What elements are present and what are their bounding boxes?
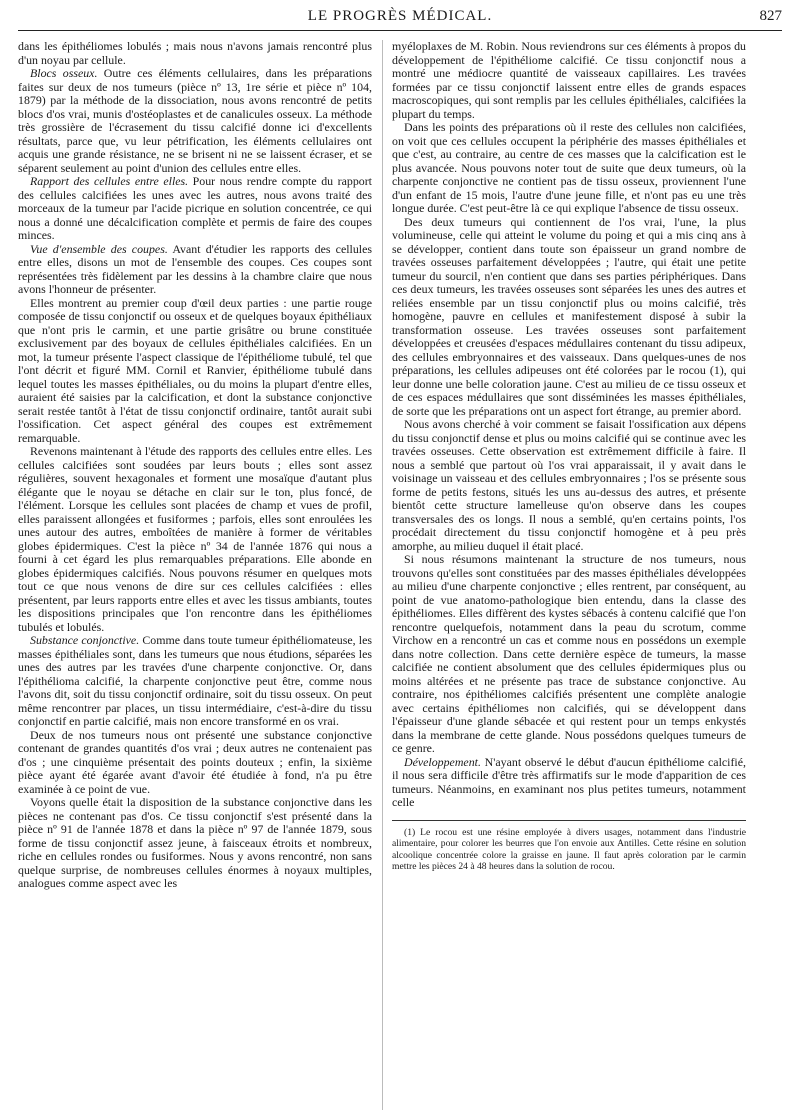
paragraph: Des deux tumeurs qui contiennent de l'os vrai, l'une, la plus volumineuse, celle qui atteint le volume du poing et qui a mis cinq ans à se développer, contient dans toute son épaisseur un grand nombre de travées osseuses parfaitement développées ; l'autre, qui était une petite tumeur du sourcil, n'en contient que dans ses parties périphériques. Dans ces deux tumeurs, les travées osseuses sont séparées les unes des autres et reliées ensemble par un tissu conjonctif plus ou moins calcifié, très homogène, pauvre en cellules et manifestement disposé à subir la transformation osseuse. Les travées osseuses sont parfaitement développées et creusées d'espaces médullaires contenant du tissu adipeux, des cellules embryonnaires et des vaisseaux. Dans quelques-unes de nos préparations, les cellules adipeuses ont été colorées par le rocou (1), qui leur donne une belle coloration jaune. C'est au milieu de ce tissu osseux et de ces espaces médullaires que sont disséminées les masses épithéliales, de sorte que les préparations ont un aspect fort étrange, au premier abord. (392, 214, 746, 418)
section-lead: Rapport des cellules entre elles. (30, 174, 189, 188)
section-lead: Développement. (404, 754, 481, 769)
section-lead: Blocs osseux. (30, 66, 98, 80)
section-lead: Vue d'ensemble des coupes. (30, 241, 168, 256)
paragraph-text: Pour nous rendre compte du rapport des cellules calcifiées les unes avec les autres, nous avons traité des morceaux de la tumeur par l'acide picrique en solution concentrée, ce qui nous a donné une décalcification complète et permis de faire des coupes minces. (18, 174, 372, 242)
paragraph-text: Outre ces éléments cellulaires, dans les préparations faites sur deux de nos tumeurs (pièce nº 13, 1re série et pièce nº 104, 1879) par la méthode de la dissociation, nous avons rencontré de petits blocs d'os vrai, munis d'ostéoplastes et de canalicules osseux. La méthode très grossière de l'écrasement du tissu calcifié donne ici d'excellents résultats, parce que, vu leur pétrification, les éléments cellulaires ont acquis une grande résistance, ne se brisent ni ne se laissent écraser, et se séparent seulement au point d'union des cellules entre elles. (18, 66, 372, 175)
footnote-rule (392, 820, 746, 821)
paragraph: Dans les points des préparations où il reste des cellules non calcifiées, on voit que ces cellules occupent la périphérie des masses épithéliales et que c'est, au contraire, au centre de ces masses que la calcification est le plus avancée. Nous pouvons noter tout de suite que deux tumeurs, où la charpente conjonctive ne contient pas de tissu osseux, proviennent l'une d'un enfant de 15 mois, l'autre d'une jeune fille, et n'ont pas eu une très longue durée. C'est peut-être là ce qui explique l'absence de tissu osseux. (392, 120, 746, 215)
paragraph (18, 243, 372, 297)
paragraph: myéloplaxes de M. Robin. Nous reviendrons sur ces éléments à propos du développement de l'épithéliome calcifié. Ce tissu conjonctif nous a montré une médiocre quantité de vaisseaux capillaires. Les travées formées par ce tissu conjonctif laissent entre elles de grands espaces macroscopiques, qui sont remplis par les cellules épithéliales, calcifiées la plupart du temps. (392, 40, 746, 121)
paragraph: dans les épithéliomes lobulés ; mais nous n'avons jamais rencontré plus d'un noyau par cellule. (18, 40, 372, 67)
section-lead: Substance conjonctive. (30, 633, 140, 647)
paragraph-text: Avant d'étudier les rapports des cellules entre elles, disons un mot de l'ensemble des coupes. Ces coupes sont représentées très fidèlement par les dessins à la chambre claire que nous avons l'honneur de présenter. (18, 241, 372, 296)
paragraph: Nous avons cherché à voir comment se faisait l'ossification aux dépens du tissu conjonctif dense et plus ou moins calcifié qui se continue avec les travées osseuses. Cette observation est extrêmement difficile à faire. Il nous a semblé que partout où l'os vrai apparaissait, il y avait dans le voisinage un vaisseau et des cellules embryonnaires ; l'os se présente sous forme de petits festons, situés les uns au-dessus des autres, et présente bientôt cette structure lamelleuse qu'on observe dans les coupes transversales des os longs. Il nous a semblé, qu'en certains points, l'os procédait directement du tissu conjonctif homogène et à peu près amorphe, au milieu duquel il était placé. (392, 417, 746, 553)
paragraph (18, 67, 372, 175)
paragraph: Revenons maintenant à l'étude des rapports des cellules entre elles. Les cellules calcifiées sont soudées par leurs bouts ; elles sont assez régulières, souvent hexagonales et forment une mosaïque d'autant plus élégante que le noyau se détache en clair sur le ton, plus foncé, de l'élément. Lorsque les cellules sont placées de champ et vues de profil, elles paraissent allongées et fusiformes ; parfois, elles sont enroulées les unes autour des autres, emboîtées de manière à former de véritables globes épidermiques. C'est la pièce nº 34 de l'année 1876 qui nous a fourni à cet égard les plus remarquables préparations. Elle abonde en globes épidermiques calcifiés. Nous pouvons résumer en quelques mots tout ce que nous venons de dire sur ces cellules calcifiées : elles présentent, par leurs rapports entre elles et avec les tissus ambiants, toutes les dispositions principales que l'on rencontre dans les épithéliomes tubulés et lobulés. (18, 444, 372, 634)
paragraph-text: Comme dans toute tumeur épithéliomateuse, les masses épithéliales sont, dans les tumeurs que nous étudions, séparées les unes des autres par les travées d'une charpente conjonctive. Or, dans l'épithélioma calcifié, la charpente conjonctive peut être, comme nous l'avons dit, soit du tissu conjonctif ordinaire, soit du tissu osseux. On peut même rencontrer par places, un tissu intermédiaire, c'est-à-dire du tissu conjonctif en partie calcifié, mais non encore transformé en os vrai. (18, 633, 372, 728)
paragraph (392, 756, 746, 810)
right-column (392, 40, 746, 1110)
paragraph: Elles montrent au premier coup d'œil deux parties : une partie rouge composée de tissu conjonctif ou osseux et de quelques boyaux épithéliaux que n'ont pris le carmin, et une partie grisâtre ou brune constituée exclusivement par des boyaux de cellules épithéliales calcifiées. En un mot, la tumeur présente l'aspect classique de l'épithéliome tubulé, tel que l'ont décrit et figuré MM. Cornil et Ranvier, épithéliome tubulé dans lequel toutes les masses épithéliales, ou du moins la plupart d'entre elles, auraient été saisies par la calcification, et dont la substance conjonctive serait restée tantôt à l'état de tissu conjonctif ordinaire, tantôt aurait subi l'ossification. Cet aspect général des coupes est extrêmement remarquable. (18, 295, 372, 445)
paragraph: Deux de nos tumeurs nous ont présenté une substance conjonctive contenant de grandes quantités d'os vrai ; deux autres ne contenaient pas d'os ; une cinquième présentait des points douteux ; enfin, la sixième pièce ayant été égarée avant d'avoir été étudiée à fond, n'a pu être examinée à ce point de vue. (18, 727, 372, 796)
journal-title: LE PROGRÈS MÉDICAL. (307, 8, 493, 24)
paragraph: Voyons quelle était la disposition de la substance conjonctive dans les pièces ne contenant pas d'os. Ce tissu conjonctif s'est présenté dans la pièce nº 91 de l'année 1878 et dans la pièce nº 97 de l'année 1879, sous forme de tissu conjonctif assez jeune, à faisceaux étroits et nombreux, riche en cellules rondes ou fusiformes. Nous y avons rencontré, non sans quelque surprise, de nombreuses cellules énormes à noyaux multiples, analogues comme aspect avec les (18, 795, 372, 890)
column-divider (382, 40, 383, 1110)
page-number: 827 (759, 8, 782, 24)
footnote: (1) Le rocou est une résine employée à divers usages, notamment dans l'industrie alimentaire, pour colorer les beurres que l'on envoie aux Antilles. Cette résine en solution alcoolique concentrée colore la graisse en jaune. Il faut après coloration par le carmin mettre les pièces 24 à 48 heures dans la solution de rocou. (392, 826, 746, 873)
left-column (18, 40, 372, 1110)
paragraph (18, 175, 372, 243)
page-header (18, 6, 782, 31)
paragraph-text: N'ayant observé le début d'aucun épithéliome calcifié, il nous sera difficile d'être très affirmatifs sur le mode d'apparition de ces tumeurs. Néanmoins, en examinant nos plus petites tumeurs, notamment celle (392, 754, 746, 809)
paragraph (18, 634, 372, 729)
paragraph: Si nous résumons maintenant la structure de nos tumeurs, nous trouvons qu'elles sont constituées par des masses épithéliales développées au milieu d'une charpente conjonctive ; elles rentrent, par conséquent, au point de vue anatomo-pathologique bien entendu, dans la classe des épithéliomes. Elles diffèrent des kystes sébacés à contenu calcifié que l'on rencontre quelquefois, notamment dans la peau du scrotum, comme Virchow en a rencontré un cas et comme nous en possédons un exemple dans notre collection. Dans cette dernière espèce de tumeurs, la masse calcifiée ne contient absolument que des cellules épidermiques plus ou moins altérées et ne présente pas trace de substance conjonctive. Au contraire, nos épithéliomes calcifiés présentent une complète analogie avec certains épithéliomes non calcifiés, qui se développent dans l'épaisseur d'une glande sébacée et qui restent pour un temps enkystés dans la membrane de cette glande. Nous possédons quelques tumeurs de ce genre. (392, 552, 746, 755)
